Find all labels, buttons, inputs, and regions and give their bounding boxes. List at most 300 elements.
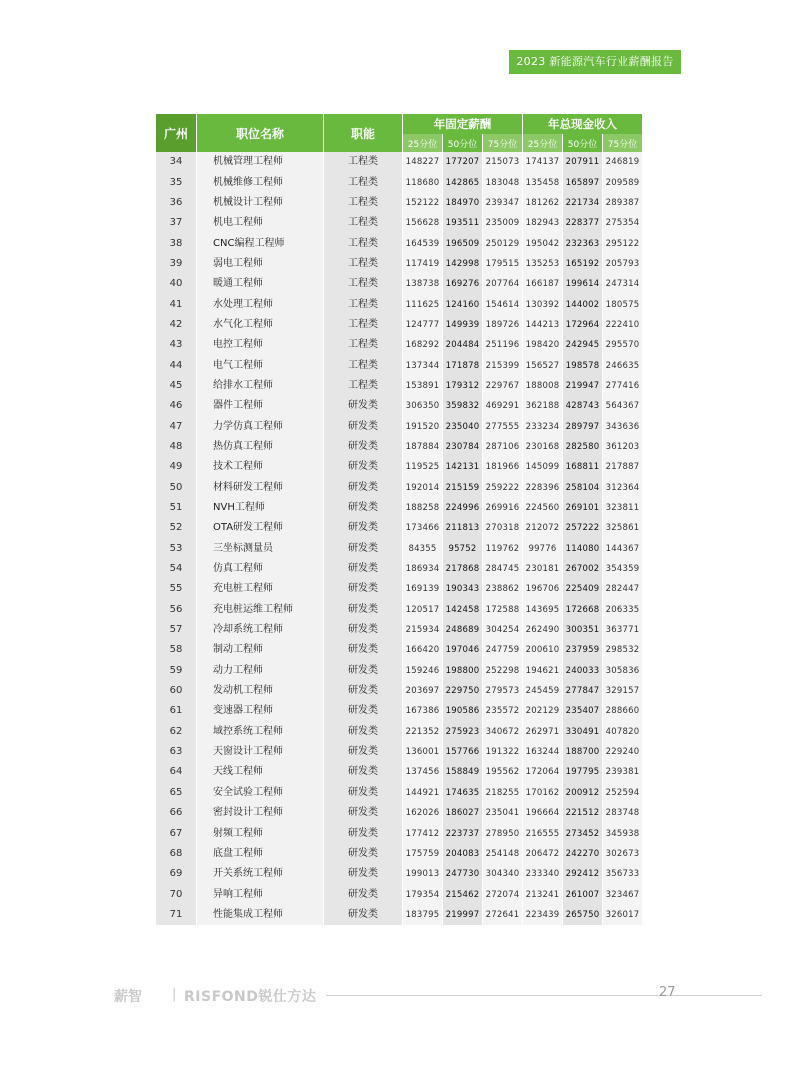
total-p25-cell: 163244 (523, 742, 562, 762)
job-function-cell: 研发类 (324, 478, 402, 498)
total-p25-cell: 223439 (523, 905, 562, 925)
row-number-cell: 44 (156, 355, 196, 375)
table-row (156, 254, 642, 274)
job-function-cell: 研发类 (324, 620, 402, 640)
job-title-cell: 三坐标测量员 (197, 539, 323, 559)
row-number-cell: 57 (156, 620, 196, 640)
fixed-p50-cell: 248689 (443, 620, 482, 640)
job-title-cell: 材料研发工程师 (197, 478, 323, 498)
job-title-cell: 水处理工程师 (197, 294, 323, 314)
total-p25-cell: 143695 (523, 600, 562, 620)
total-p75-cell: 363771 (603, 620, 642, 640)
fixed-p25-cell: 177412 (403, 823, 442, 843)
row-number-cell: 62 (156, 722, 196, 742)
total-p50-cell: 114080 (563, 539, 602, 559)
fixed-p75-cell: 272074 (483, 884, 522, 904)
job-title-cell: 暖通工程师 (197, 274, 323, 294)
job-title-cell: 仿真工程师 (197, 559, 323, 579)
job-title-cell: 发动机工程师 (197, 681, 323, 701)
row-number-cell: 37 (156, 213, 196, 233)
total-p25-cell: 206472 (523, 844, 562, 864)
total-p50-cell: 219947 (563, 376, 602, 396)
row-number-cell: 45 (156, 376, 196, 396)
fixed-p50-cell: 275923 (443, 722, 482, 742)
fixed-p25-cell: 169139 (403, 579, 442, 599)
pct25-total-header: 25分位 (523, 134, 562, 152)
job-function-cell: 研发类 (324, 783, 402, 803)
table-row (156, 416, 642, 436)
fixed-p75-cell: 277555 (483, 416, 522, 436)
total-p75-cell: 277416 (603, 376, 642, 396)
total-p75-cell: 302673 (603, 844, 642, 864)
total-p50-cell: 221734 (563, 193, 602, 213)
row-number-cell: 53 (156, 539, 196, 559)
total-p50-cell: 265750 (563, 905, 602, 925)
row-number-cell: 36 (156, 193, 196, 213)
fixed-p50-cell: 247730 (443, 864, 482, 884)
job-title-cell: 天窗设计工程师 (197, 742, 323, 762)
fixed-p50-cell: 142458 (443, 600, 482, 620)
total-p75-cell: 305836 (603, 661, 642, 681)
table-row (156, 294, 642, 314)
total-p25-cell: 99776 (523, 539, 562, 559)
total-p25-cell: 130392 (523, 294, 562, 314)
total-p25-cell: 216555 (523, 823, 562, 843)
fixed-p75-cell: 191322 (483, 742, 522, 762)
fixed-p50-cell: 219997 (443, 905, 482, 925)
job-function-cell: 研发类 (324, 823, 402, 843)
job-function-cell: 研发类 (324, 742, 402, 762)
fixed-p25-cell: 166420 (403, 640, 442, 660)
job-title-cell: 充电桩运维工程师 (197, 600, 323, 620)
job-function-cell: 研发类 (324, 640, 402, 660)
total-p75-cell: 246635 (603, 355, 642, 375)
fixed-p25-cell: 183795 (403, 905, 442, 925)
row-number-cell: 43 (156, 335, 196, 355)
fixed-p25-cell: 167386 (403, 701, 442, 721)
fixed-p75-cell: 270318 (483, 518, 522, 538)
job-title-cell: 给排水工程师 (197, 376, 323, 396)
job-title-cell: 机械设计工程师 (197, 193, 323, 213)
fixed-p75-cell: 469291 (483, 396, 522, 416)
total-p50-cell: 225409 (563, 579, 602, 599)
total-p75-cell: 206335 (603, 600, 642, 620)
row-number-cell: 50 (156, 478, 196, 498)
fixed-p75-cell: 229767 (483, 376, 522, 396)
fixed-p25-cell: 173466 (403, 518, 442, 538)
table-row (156, 213, 642, 233)
table-row (156, 152, 642, 172)
fixed-p75-cell: 207764 (483, 274, 522, 294)
job-function-cell: 研发类 (324, 600, 402, 620)
row-number-cell: 52 (156, 518, 196, 538)
fixed-p50-cell: 359832 (443, 396, 482, 416)
fixed-p75-cell: 179515 (483, 254, 522, 274)
total-p75-cell: 312364 (603, 478, 642, 498)
total-p75-cell: 289387 (603, 193, 642, 213)
row-number-cell: 39 (156, 254, 196, 274)
job-title-cell: OTA研发工程师 (197, 518, 323, 538)
fixed-p75-cell: 304340 (483, 864, 522, 884)
job-title-cell: 机械维修工程师 (197, 172, 323, 192)
table-row (156, 437, 642, 457)
total-p25-cell: 212072 (523, 518, 562, 538)
total-p50-cell: 165897 (563, 172, 602, 192)
fixed-p75-cell: 284745 (483, 559, 522, 579)
fixed-p50-cell: 174635 (443, 783, 482, 803)
page-footer (114, 984, 680, 1006)
fixed-p75-cell: 239347 (483, 193, 522, 213)
total-p75-cell: 298532 (603, 640, 642, 660)
row-number-cell: 64 (156, 762, 196, 782)
table-row (156, 233, 642, 253)
fixed-p50-cell: 179312 (443, 376, 482, 396)
row-number-cell: 41 (156, 294, 196, 314)
job-function-cell: 研发类 (324, 559, 402, 579)
page-number: 27 (659, 985, 676, 1000)
fixed-p25-cell: 111625 (403, 294, 442, 314)
table-row (156, 539, 642, 559)
table-row (156, 864, 642, 884)
fixed-p25-cell: 168292 (403, 335, 442, 355)
job-title-cell: 机电工程师 (197, 213, 323, 233)
total-p75-cell: 325861 (603, 518, 642, 538)
fixed-p75-cell: 235009 (483, 213, 522, 233)
total-p25-cell: 194621 (523, 661, 562, 681)
total-p25-cell: 172064 (523, 762, 562, 782)
job-title-cell: 弱电工程师 (197, 254, 323, 274)
xinzhi-logo: 薪智 (114, 989, 142, 1005)
total-p75-cell: 222410 (603, 315, 642, 335)
fixed-p50-cell: 169276 (443, 274, 482, 294)
job-title-cell: 开关系统工程师 (197, 864, 323, 884)
job-title-cell: NVH工程师 (197, 498, 323, 518)
fixed-p25-cell: 120517 (403, 600, 442, 620)
total-p75-cell: 283748 (603, 803, 642, 823)
job-title-cell: 力学仿真工程师 (197, 416, 323, 436)
total-p50-cell: 267002 (563, 559, 602, 579)
table-row (156, 193, 642, 213)
fixed-p50-cell: 190343 (443, 579, 482, 599)
fixed-p50-cell: 177207 (443, 152, 482, 172)
fixed-p25-cell: 187884 (403, 437, 442, 457)
table-row (156, 661, 642, 681)
row-number-cell: 40 (156, 274, 196, 294)
total-p50-cell: 292412 (563, 864, 602, 884)
table-row (156, 335, 642, 355)
total-p75-cell: 246819 (603, 152, 642, 172)
fixed-p75-cell: 172588 (483, 600, 522, 620)
fixed-p50-cell: 198800 (443, 661, 482, 681)
total-p50-cell: 200912 (563, 783, 602, 803)
fixed-p75-cell: 259222 (483, 478, 522, 498)
fixed-p50-cell: 211813 (443, 518, 482, 538)
total-p50-cell: 258104 (563, 478, 602, 498)
row-number-cell: 55 (156, 579, 196, 599)
total-cash-header: 年总现金收入 (523, 114, 642, 134)
job-title-cell: 充电桩工程师 (197, 579, 323, 599)
total-p75-cell: 361203 (603, 437, 642, 457)
fixed-p50-cell: 223737 (443, 823, 482, 843)
fixed-p25-cell: 179354 (403, 884, 442, 904)
table-row (156, 457, 642, 477)
total-p25-cell: 156527 (523, 355, 562, 375)
function-header: 职能 (324, 114, 402, 152)
row-number-cell: 58 (156, 640, 196, 660)
total-p25-cell: 224560 (523, 498, 562, 518)
row-number-cell: 51 (156, 498, 196, 518)
total-p25-cell: 228396 (523, 478, 562, 498)
total-p75-cell: 275354 (603, 213, 642, 233)
fixed-p25-cell: 306350 (403, 396, 442, 416)
total-p50-cell: 198578 (563, 355, 602, 375)
fixed-p50-cell: 190586 (443, 701, 482, 721)
pct50-fixed-header: 50分位 (443, 134, 482, 152)
job-function-cell: 研发类 (324, 884, 402, 904)
pct75-total-header: 75分位 (603, 134, 642, 152)
fixed-p50-cell: 197046 (443, 640, 482, 660)
pct50-total-header: 50分位 (563, 134, 602, 152)
job-function-cell: 研发类 (324, 803, 402, 823)
job-title-cell: 域控系统工程师 (197, 722, 323, 742)
fixed-p50-cell: 229750 (443, 681, 482, 701)
job-title-cell: 异响工程师 (197, 884, 323, 904)
total-p75-cell: 180575 (603, 294, 642, 314)
job-title-cell: 性能集成工程师 (197, 905, 323, 925)
table-row (156, 803, 642, 823)
job-title-cell: 器件工程师 (197, 396, 323, 416)
total-p25-cell: 233234 (523, 416, 562, 436)
total-p50-cell: 242945 (563, 335, 602, 355)
total-p50-cell: 165192 (563, 254, 602, 274)
fixed-p75-cell: 247759 (483, 640, 522, 660)
table-row (156, 701, 642, 721)
row-number-cell: 49 (156, 457, 196, 477)
fixed-p25-cell: 148227 (403, 152, 442, 172)
total-p75-cell: 323811 (603, 498, 642, 518)
job-title-cell: 安全试验工程师 (197, 783, 323, 803)
fixed-p25-cell: 118680 (403, 172, 442, 192)
fixed-p75-cell: 238862 (483, 579, 522, 599)
fixed-p25-cell: 138738 (403, 274, 442, 294)
job-title-cell: 天线工程师 (197, 762, 323, 782)
fixed-p75-cell: 279573 (483, 681, 522, 701)
row-number-cell: 66 (156, 803, 196, 823)
table-row (156, 823, 642, 843)
total-p75-cell: 229240 (603, 742, 642, 762)
table-row (156, 722, 642, 742)
total-p75-cell: 209589 (603, 172, 642, 192)
fixed-p50-cell: 215159 (443, 478, 482, 498)
total-p25-cell: 233340 (523, 864, 562, 884)
job-function-cell: 研发类 (324, 681, 402, 701)
job-function-cell: 研发类 (324, 701, 402, 721)
job-function-cell: 研发类 (324, 722, 402, 742)
total-p75-cell: 407820 (603, 722, 642, 742)
total-p50-cell: 228377 (563, 213, 602, 233)
total-p25-cell: 166187 (523, 274, 562, 294)
footer-divider (326, 995, 762, 996)
total-p75-cell: 326017 (603, 905, 642, 925)
fixed-pay-header: 年固定薪酬 (403, 114, 522, 134)
fixed-p25-cell: 203697 (403, 681, 442, 701)
row-number-cell: 68 (156, 844, 196, 864)
job-title-cell: 变速器工程师 (197, 701, 323, 721)
fixed-p50-cell: 204484 (443, 335, 482, 355)
total-p50-cell: 235407 (563, 701, 602, 721)
row-number-cell: 61 (156, 701, 196, 721)
table-row (156, 498, 642, 518)
total-p25-cell: 145099 (523, 457, 562, 477)
fixed-p50-cell: 235040 (443, 416, 482, 436)
job-title-cell: 技术工程师 (197, 457, 323, 477)
fixed-p75-cell: 183048 (483, 172, 522, 192)
fixed-p75-cell: 272641 (483, 905, 522, 925)
total-p75-cell: 295570 (603, 335, 642, 355)
total-p25-cell: 202129 (523, 701, 562, 721)
fixed-p50-cell: 196509 (443, 233, 482, 253)
total-p75-cell: 564367 (603, 396, 642, 416)
table-row (156, 742, 642, 762)
total-p75-cell: 288660 (603, 701, 642, 721)
total-p75-cell: 295122 (603, 233, 642, 253)
total-p50-cell: 242270 (563, 844, 602, 864)
city-header: 广州 (156, 114, 196, 152)
total-p50-cell: 269101 (563, 498, 602, 518)
job-function-cell: 工程类 (324, 172, 402, 192)
job-title-cell: 热仿真工程师 (197, 437, 323, 457)
job-function-cell: 研发类 (324, 396, 402, 416)
total-p50-cell: 261007 (563, 884, 602, 904)
table-row (156, 762, 642, 782)
job-function-cell: 研发类 (324, 579, 402, 599)
job-function-cell: 工程类 (324, 355, 402, 375)
total-p75-cell: 354359 (603, 559, 642, 579)
row-number-cell: 69 (156, 864, 196, 884)
report-title-tag: 2023 新能源汽车行业薪酬报告 (509, 50, 681, 74)
fixed-p50-cell: 215462 (443, 884, 482, 904)
fixed-p50-cell: 142131 (443, 457, 482, 477)
fixed-p25-cell: 153891 (403, 376, 442, 396)
logo-separator: | (172, 987, 177, 1002)
table-row (156, 905, 642, 925)
fixed-p25-cell: 192014 (403, 478, 442, 498)
total-p25-cell: 135253 (523, 254, 562, 274)
total-p50-cell: 207911 (563, 152, 602, 172)
job-title-cell: 电气工程师 (197, 355, 323, 375)
fixed-p25-cell: 137344 (403, 355, 442, 375)
fixed-p25-cell: 164539 (403, 233, 442, 253)
fixed-p50-cell: 193511 (443, 213, 482, 233)
total-p75-cell: 144367 (603, 539, 642, 559)
total-p50-cell: 168811 (563, 457, 602, 477)
fixed-p25-cell: 152122 (403, 193, 442, 213)
job-function-cell: 研发类 (324, 416, 402, 436)
fixed-p25-cell: 156628 (403, 213, 442, 233)
job-function-cell: 工程类 (324, 152, 402, 172)
total-p50-cell: 300351 (563, 620, 602, 640)
row-number-cell: 60 (156, 681, 196, 701)
job-function-cell: 研发类 (324, 518, 402, 538)
total-p50-cell: 282580 (563, 437, 602, 457)
fixed-p25-cell: 124777 (403, 315, 442, 335)
total-p25-cell: 170162 (523, 783, 562, 803)
total-p50-cell: 237959 (563, 640, 602, 660)
fixed-p75-cell: 254148 (483, 844, 522, 864)
job-title-cell: 射频工程师 (197, 823, 323, 843)
job-function-cell: 工程类 (324, 254, 402, 274)
row-number-cell: 67 (156, 823, 196, 843)
total-p75-cell: 205793 (603, 254, 642, 274)
total-p75-cell: 247314 (603, 274, 642, 294)
total-p75-cell: 282447 (603, 579, 642, 599)
fixed-p50-cell: 224996 (443, 498, 482, 518)
row-number-cell: 48 (156, 437, 196, 457)
job-function-cell: 工程类 (324, 335, 402, 355)
row-number-cell: 46 (156, 396, 196, 416)
row-number-cell: 47 (156, 416, 196, 436)
total-p75-cell: 343636 (603, 416, 642, 436)
total-p25-cell: 196664 (523, 803, 562, 823)
total-p25-cell: 362188 (523, 396, 562, 416)
row-number-cell: 71 (156, 905, 196, 925)
fixed-p50-cell: 157766 (443, 742, 482, 762)
total-p75-cell: 356733 (603, 864, 642, 884)
fixed-p75-cell: 215399 (483, 355, 522, 375)
fixed-p50-cell: 158849 (443, 762, 482, 782)
fixed-p75-cell: 304254 (483, 620, 522, 640)
table-row (156, 355, 642, 375)
table-row (156, 396, 642, 416)
table-row (156, 620, 642, 640)
total-p25-cell: 181262 (523, 193, 562, 213)
total-p25-cell: 144213 (523, 315, 562, 335)
fixed-p75-cell: 340672 (483, 722, 522, 742)
fixed-p75-cell: 269916 (483, 498, 522, 518)
row-number-cell: 38 (156, 233, 196, 253)
fixed-p75-cell: 235041 (483, 803, 522, 823)
fixed-p75-cell: 235572 (483, 701, 522, 721)
total-p25-cell: 262490 (523, 620, 562, 640)
total-p75-cell: 239381 (603, 762, 642, 782)
row-number-cell: 59 (156, 661, 196, 681)
row-number-cell: 56 (156, 600, 196, 620)
total-p25-cell: 188008 (523, 376, 562, 396)
job-function-cell: 研发类 (324, 864, 402, 884)
fixed-p75-cell: 119762 (483, 539, 522, 559)
table-row (156, 844, 642, 864)
row-number-cell: 63 (156, 742, 196, 762)
fixed-p25-cell: 215934 (403, 620, 442, 640)
table-row (156, 884, 642, 904)
fixed-p75-cell: 278950 (483, 823, 522, 843)
job-function-cell: 工程类 (324, 315, 402, 335)
fixed-p50-cell: 217868 (443, 559, 482, 579)
fixed-p25-cell: 221352 (403, 722, 442, 742)
fixed-p75-cell: 250129 (483, 233, 522, 253)
job-title-cell: 底盘工程师 (197, 844, 323, 864)
total-p50-cell: 428743 (563, 396, 602, 416)
fixed-p75-cell: 181966 (483, 457, 522, 477)
total-p50-cell: 221512 (563, 803, 602, 823)
fixed-p25-cell: 136001 (403, 742, 442, 762)
pct75-fixed-header: 75分位 (483, 134, 522, 152)
row-number-cell: 42 (156, 315, 196, 335)
total-p25-cell: 230168 (523, 437, 562, 457)
fixed-p50-cell: 171878 (443, 355, 482, 375)
table-row (156, 478, 642, 498)
job-title-cell: 电控工程师 (197, 335, 323, 355)
